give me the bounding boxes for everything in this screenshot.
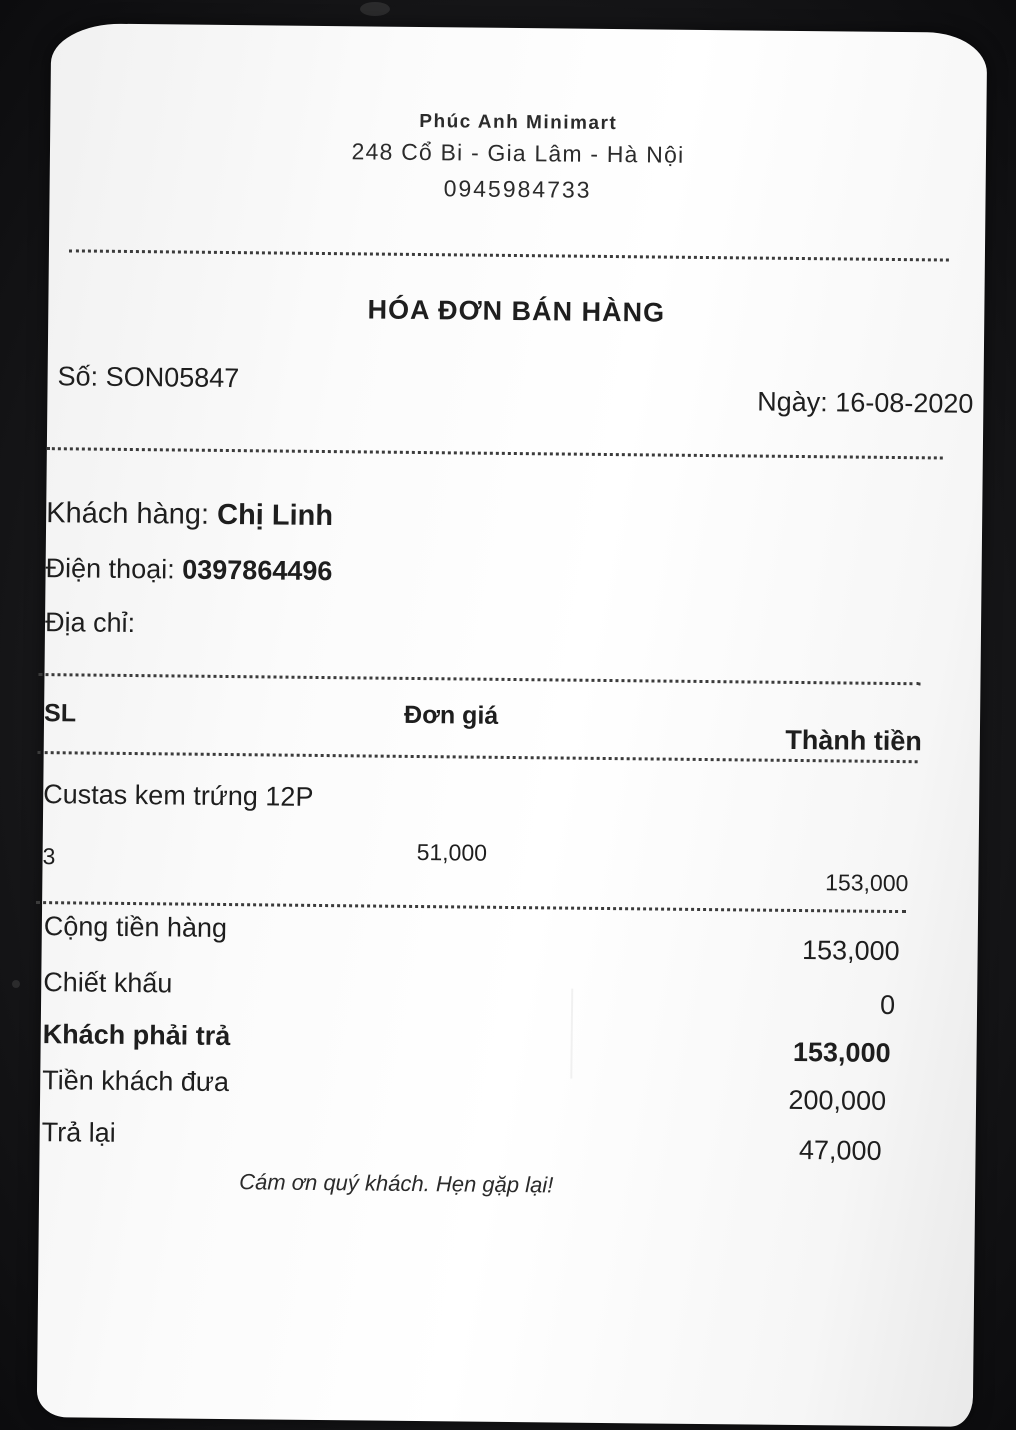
discount-label: Chiết khấu: [43, 967, 173, 999]
header-unit-price: Đơn giá: [403, 700, 499, 730]
item-total: 153,000: [825, 869, 909, 897]
amount-due-label: Khách phải trả: [42, 1019, 231, 1052]
customer-phone-value: 0397864496: [182, 554, 333, 587]
cash-paid-value: 200,000: [788, 1084, 887, 1116]
item-name: Custas kem trứng 12P: [43, 779, 314, 812]
discount-value: 0: [879, 989, 896, 1021]
customer-name-value: Chị Linh: [216, 498, 334, 533]
invoice-date-value: 16-08-2020: [835, 387, 974, 419]
divider: [36, 901, 906, 913]
header-total: Thành tiền: [785, 724, 923, 757]
customer-name: [46, 497, 333, 533]
change-value: 47,000: [798, 1135, 882, 1166]
invoice-title: HÓA ĐƠN BÁN HÀNG: [367, 294, 666, 328]
store-address: 248 Cổ Bi - Gia Lâm - Hà Nội: [351, 138, 685, 168]
cash-paid-label: Tiền khách đưa: [42, 1065, 230, 1098]
invoice-date-label: Ngày:: [757, 386, 828, 418]
customer-address-label: Địa chỉ:: [44, 607, 136, 639]
header-qty: SL: [43, 699, 77, 728]
item-qty: 3: [42, 843, 56, 870]
invoice-number-value: SON05847: [105, 361, 240, 394]
store-name: Phúc Anh Minimart: [419, 110, 618, 135]
thank-you-note: Cám ơn quý khách. Hẹn gặp lại!: [239, 1169, 554, 1198]
invoice-number: [57, 361, 239, 394]
subtotal-value: 153,000: [801, 935, 900, 967]
divider: [47, 447, 943, 459]
store-phone: 0945984733: [443, 175, 592, 203]
background-speck: [360, 2, 390, 16]
subtotal-label: Cộng tiền hàng: [43, 911, 228, 944]
divider: [69, 249, 949, 261]
paper-crease: [570, 989, 573, 1079]
customer-phone: [45, 553, 332, 587]
invoice-date: [757, 387, 974, 420]
divider: [38, 673, 920, 685]
invoice-number-label: Số:: [57, 361, 99, 392]
customer-address: [45, 607, 135, 639]
background-speck: [12, 980, 20, 988]
receipt: [37, 23, 988, 1427]
customer-phone-label: Điện thoại:: [45, 553, 175, 585]
change-label: Trả lại: [41, 1117, 116, 1148]
amount-due-value: 153,000: [792, 1036, 891, 1068]
item-unit-price: 51,000: [416, 839, 488, 866]
customer-name-label: Khách hàng:: [46, 497, 210, 531]
